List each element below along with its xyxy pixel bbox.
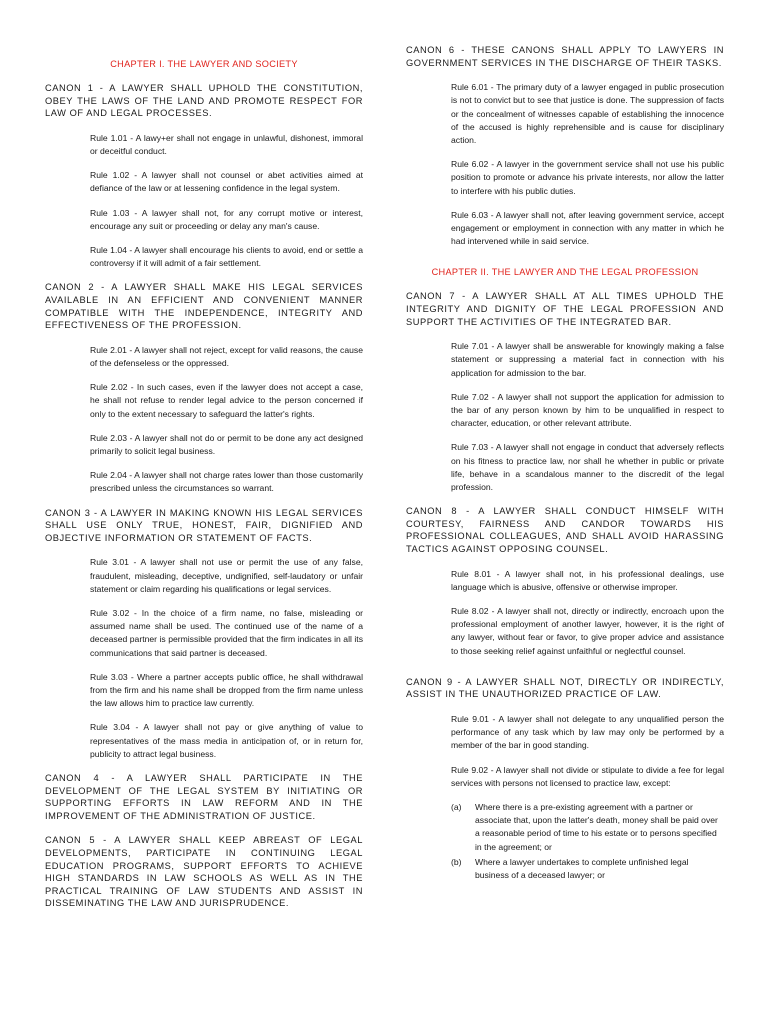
rule-1-02: Rule 1.02 - A lawyer shall not counsel or abet activities aimed at defiance of the law or at lessening confidence in the legal system. xyxy=(90,170,363,194)
rule-8-01: Rule 8.01 - A lawyer shall not, in his professional dealings, use language which is abusive, offensive or otherwise improper. xyxy=(451,568,724,592)
canon-3: CANON 3 - A LAWYER IN MAKING KNOWN HIS LEGAL SERVICES SHALL USE ONLY TRUE, HONEST, FAIR, DIGNIFIED AND OBJECTIVE INFORMATION OR STATEMENT OF FACTS. xyxy=(45,507,363,543)
rule-6-01: Rule 6.01 - The primary duty of a lawyer engaged in public prosecution is not to convict but to see that justice is done. The suppression of facts or the concealment of witnesses capable of establishing the innocence of the accused is highly reprehensible and is cause for disciplinary action. xyxy=(451,82,724,145)
canon-8: CANON 8 - A LAWYER SHALL CONDUCT HIMSELF WITH COURTESY, FAIRNESS AND CANDOR TOWARDS HIS PROFESSIONAL COLLEAGUES, AND SHALL AVOID HARASSING TACTICS AGAINST OPPOSING COUNSEL. xyxy=(406,506,724,555)
rule-2-02: Rule 2.02 - In such cases, even if the lawyer does not accept a case, he shall not refuse to render legal advice to the person concerned if only to the extent necessary to safeguard the latter's rights. xyxy=(90,382,363,419)
canon-9: CANON 9 - A LAWYER SHALL NOT, DIRECTLY OR INDIRECTLY, ASSIST IN THE UNAUTHORIZED PRACTICE OF LAW. xyxy=(406,676,724,700)
list-item xyxy=(451,801,724,854)
exception-list xyxy=(406,801,724,882)
rule-9-01: Rule 9.01 - A lawyer shall not delegate to any unqualified person the performance of any task which by law may only be performed by a member of the bar in good standing. xyxy=(451,714,724,751)
rule-1-03: Rule 1.03 - A lawyer shall not, for any corrupt motive or interest, encourage any suit or proceeding or delay any man's cause. xyxy=(90,207,363,231)
rule-3-04: Rule 3.04 - A lawyer shall not pay or give anything of value to representatives of the mass media in anticipation of, or in return for, publicity to attract legal business. xyxy=(90,722,363,759)
rule-6-02: Rule 6.02 - A lawyer in the government service shall not use his public position to promote or advance his private interests, nor allow the latter to interfere with his public duties. xyxy=(451,159,724,196)
list-marker: (b) xyxy=(451,856,462,867)
rule-7-01: Rule 7.01 - A lawyer shall be answerable for knowingly making a false statement or suppressing a material fact in connection with his application for admission to the bar. xyxy=(451,341,724,378)
rule-7-02: Rule 7.02 - A lawyer shall not support the application for admission to the bar of any person known by him to be unqualified in respect to character, education, or other relevant attribute. xyxy=(451,391,724,429)
rule-7-03: Rule 7.03 - A lawyer shall not engage in conduct that adversely reflects on his fitness to practice law, nor shall he whether in public or private life, behave in a scandalous manner to the discredit of the legal profession. xyxy=(451,442,724,493)
rule-1-01: Rule 1.01 - A lawy+er shall not engage in unlawful, dishonest, immoral or deceitful conduct. xyxy=(90,132,363,156)
rule-2-01: Rule 2.01 - A lawyer shall not reject, except for valid reasons, the cause of the defenseless or the oppressed. xyxy=(90,344,363,368)
list-marker: (a) xyxy=(451,802,462,813)
left-column xyxy=(45,44,363,922)
canon-4: CANON 4 - A LAWYER SHALL PARTICIPATE IN THE DEVELOPMENT OF THE LEGAL SYSTEM BY INITIATING OR SUPPORTING EFFORTS IN LAW REFORM AND IN THE IMPROVEMENT OF THE ADMINISTRATION OF JUSTICE. xyxy=(45,773,363,821)
chapter-1-heading: CHAPTER I. THE LAWYER AND SOCIETY xyxy=(110,59,298,69)
rule-3-01: Rule 3.01 - A lawyer shall not use or permit the use of any false, fraudulent, misleading, deceptive, undignified, self-laudatory or unfair statement or claim regarding his qualifications or legal services. xyxy=(90,557,363,594)
canon-7: CANON 7 - A LAWYER SHALL AT ALL TIMES UPHOLD THE INTEGRITY AND DIGNITY OF THE LEGAL PROFESSION AND SUPPORT THE ACTIVITIES OF THE INTEGRATED BAR. xyxy=(406,291,724,327)
canon-1: CANON 1 - A LAWYER SHALL UPHOLD THE CONSTITUTION, OBEY THE LAWS OF THE LAND AND PROMOTE RESPECT FOR LAW OF AND LEGAL PROCESSES. xyxy=(45,83,363,119)
rule-2-04: Rule 2.04 - A lawyer shall not charge rates lower than those customarily prescribed unless the circumstances so warrant. xyxy=(90,470,363,494)
rule-3-02: Rule 3.02 - In the choice of a firm name, no false, misleading or assumed name shall be used. The continued use of the name of a deceased partner is permissible provided that the firm indicates in all its communications that said partner is deceased. xyxy=(90,608,363,658)
canon-2: CANON 2 - A LAWYER SHALL MAKE HIS LEGAL SERVICES AVAILABLE IN AN EFFICIENT AND CONVENIENT MANNER COMPATIBLE WITH THE INDEPENDENCE, INTEGRITY AND EFFECTIVENESS OF THE PROFESSION. xyxy=(45,282,363,331)
rule-9-02: Rule 9.02 - A lawyer shall not divide or stipulate to divide a fee for legal services with persons not licensed to practice law, except: xyxy=(451,764,724,788)
right-column xyxy=(406,44,724,884)
rule-1-04: Rule 1.04 - A lawyer shall encourage his clients to avoid, end or settle a controversy if it will admit of a fair settlement. xyxy=(90,245,363,269)
rule-8-02: Rule 8.02 - A lawyer shall not, directly or indirectly, encroach upon the professional employment of another lawyer, however, it is the right of any lawyer, without fear or favor, to give proper advice and assistance to those seeking relief against unfaithful or neglectful counsel. xyxy=(451,606,724,656)
chapter-2-heading: CHAPTER II. THE LAWYER AND THE LEGAL PROFESSION xyxy=(431,267,699,278)
list-item xyxy=(451,856,724,882)
rule-2-03: Rule 2.03 - A lawyer shall not do or permit to be done any act designed primarily to solicit legal business. xyxy=(90,432,363,456)
canon-6: CANON 6 - THESE CANONS SHALL APPLY TO LAWYERS IN GOVERNMENT SERVICES IN THE DISCHARGE OF THEIR TASKS. xyxy=(406,45,724,68)
rule-3-03: Rule 3.03 - Where a partner accepts public office, he shall withdrawal from the firm and his name shall be dropped from the firm name unless the law allows him to practice law currently. xyxy=(90,671,363,709)
rule-6-03: Rule 6.03 - A lawyer shall not, after leaving government service, accept engagement or employment in connection with any matter in which he had intervened while in said service. xyxy=(451,209,724,247)
list-item-text: Where there is a pre-existing agreement with a partner or associate that, upon the latter's death, money shall be paid over a reasonable period of time to his estate or to persons specified in the agreement; or xyxy=(475,802,718,852)
list-item-text: Where a lawyer undertakes to complete unfinished legal business of a deceased lawyer; or xyxy=(475,856,689,881)
canon-5: CANON 5 - A LAWYER SHALL KEEP ABREAST OF LEGAL DEVELOPMENTS, PARTICIPATE IN CONTINUING LEGAL EDUCATION PROGRAMS, SUPPORT EFFORTS TO ACHIEVE HIGH STANDARDS IN LAW SCHOOLS AS WELL AS IN THE PRACTICAL TRAINING OF LAW STUDENTS AND ASSIST IN DISSEMINATING THE LAW AND JURISPRUDENCE. xyxy=(45,835,363,909)
